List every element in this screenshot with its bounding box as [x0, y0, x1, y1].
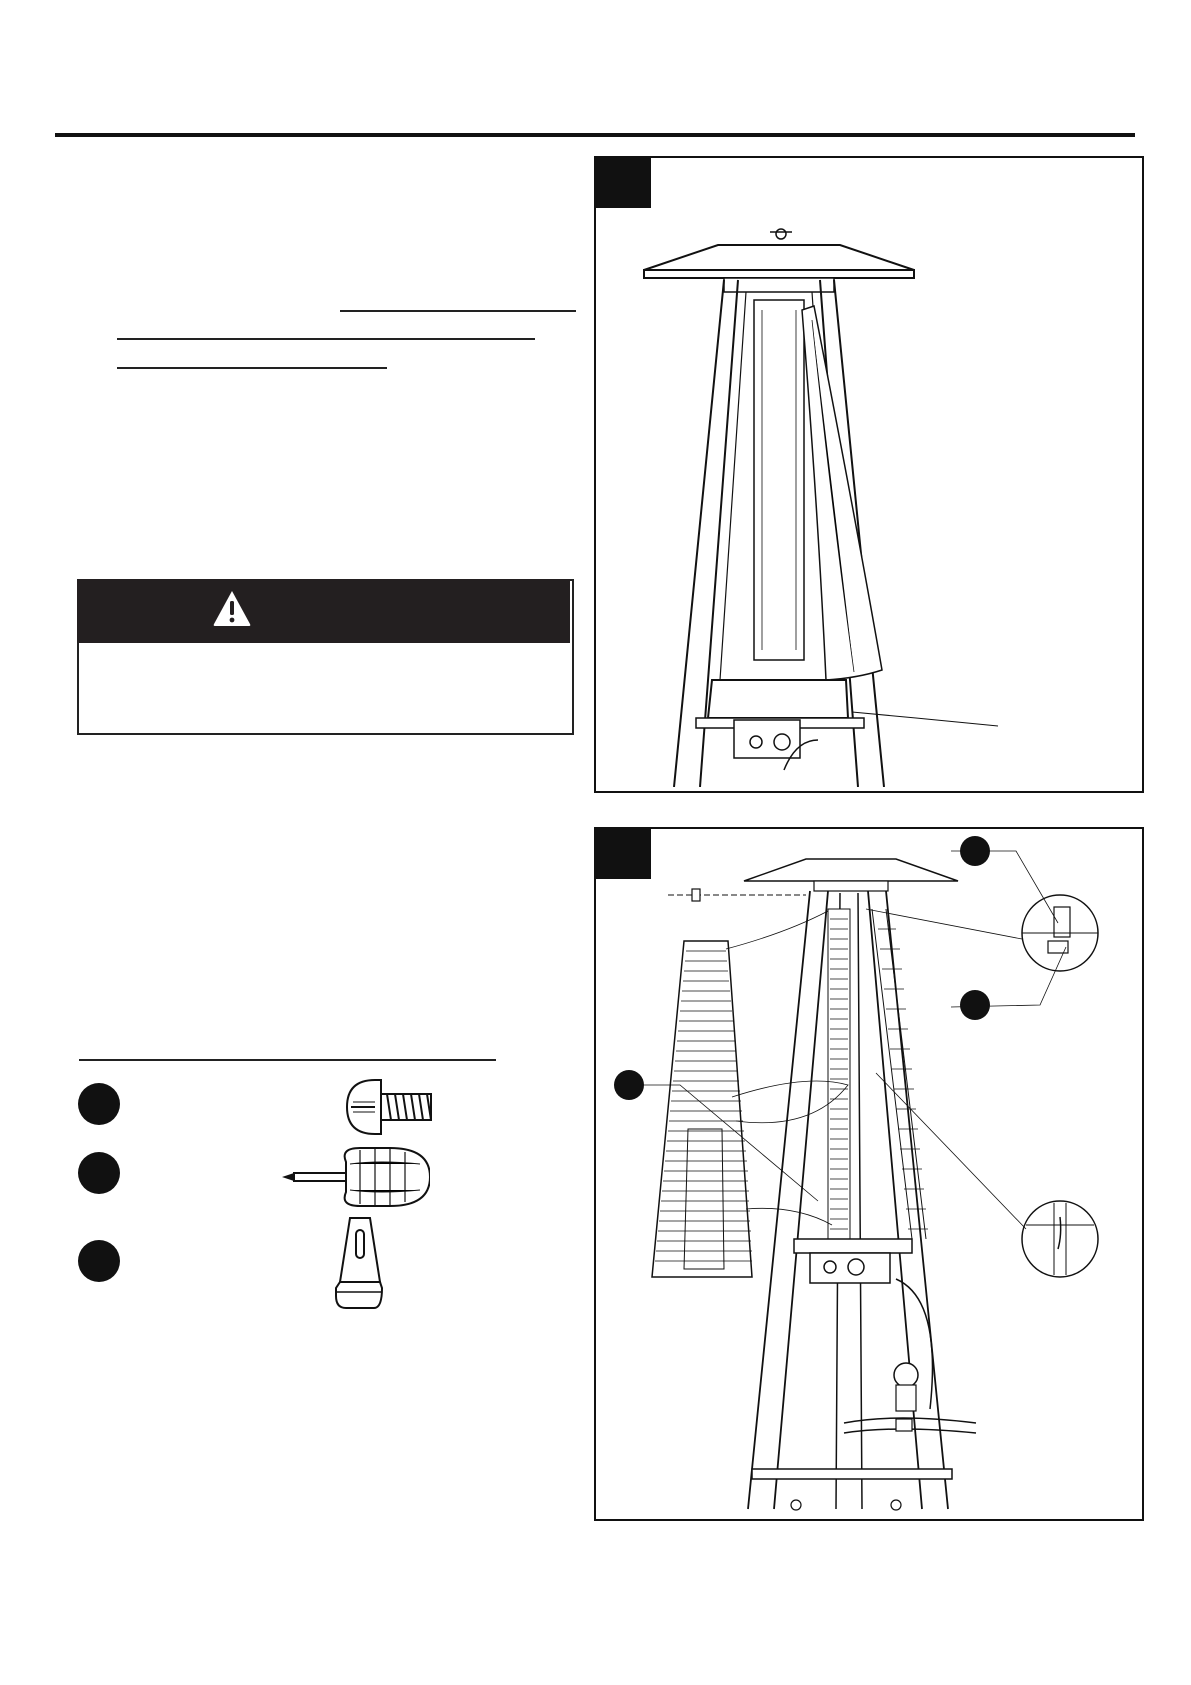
- header-rule: [55, 133, 1135, 137]
- parts-list-rule: [79, 1059, 496, 1061]
- patio-heater-top-view-illustration: [596, 210, 1140, 787]
- screw-icon: [345, 1076, 440, 1138]
- warning-triangle-icon: [212, 589, 252, 627]
- bracket-clip-icon: [330, 1216, 390, 1310]
- figure-1-step-tag: [596, 158, 651, 208]
- callout-badge-top: [960, 836, 990, 866]
- screwdriver-icon: [280, 1146, 430, 1208]
- underline-1: [340, 310, 576, 312]
- callout-badge-middle: [960, 990, 990, 1020]
- callout-badge-left: [614, 1070, 644, 1100]
- patio-heater-screen-assembly-illustration: [596, 829, 1140, 1515]
- part-b-badge: [78, 1152, 120, 1194]
- underline-2: [117, 338, 535, 340]
- part-c-badge: [78, 1240, 120, 1282]
- warning-header: [77, 579, 570, 643]
- part-a-badge: [78, 1083, 120, 1125]
- underline-3: [117, 367, 387, 369]
